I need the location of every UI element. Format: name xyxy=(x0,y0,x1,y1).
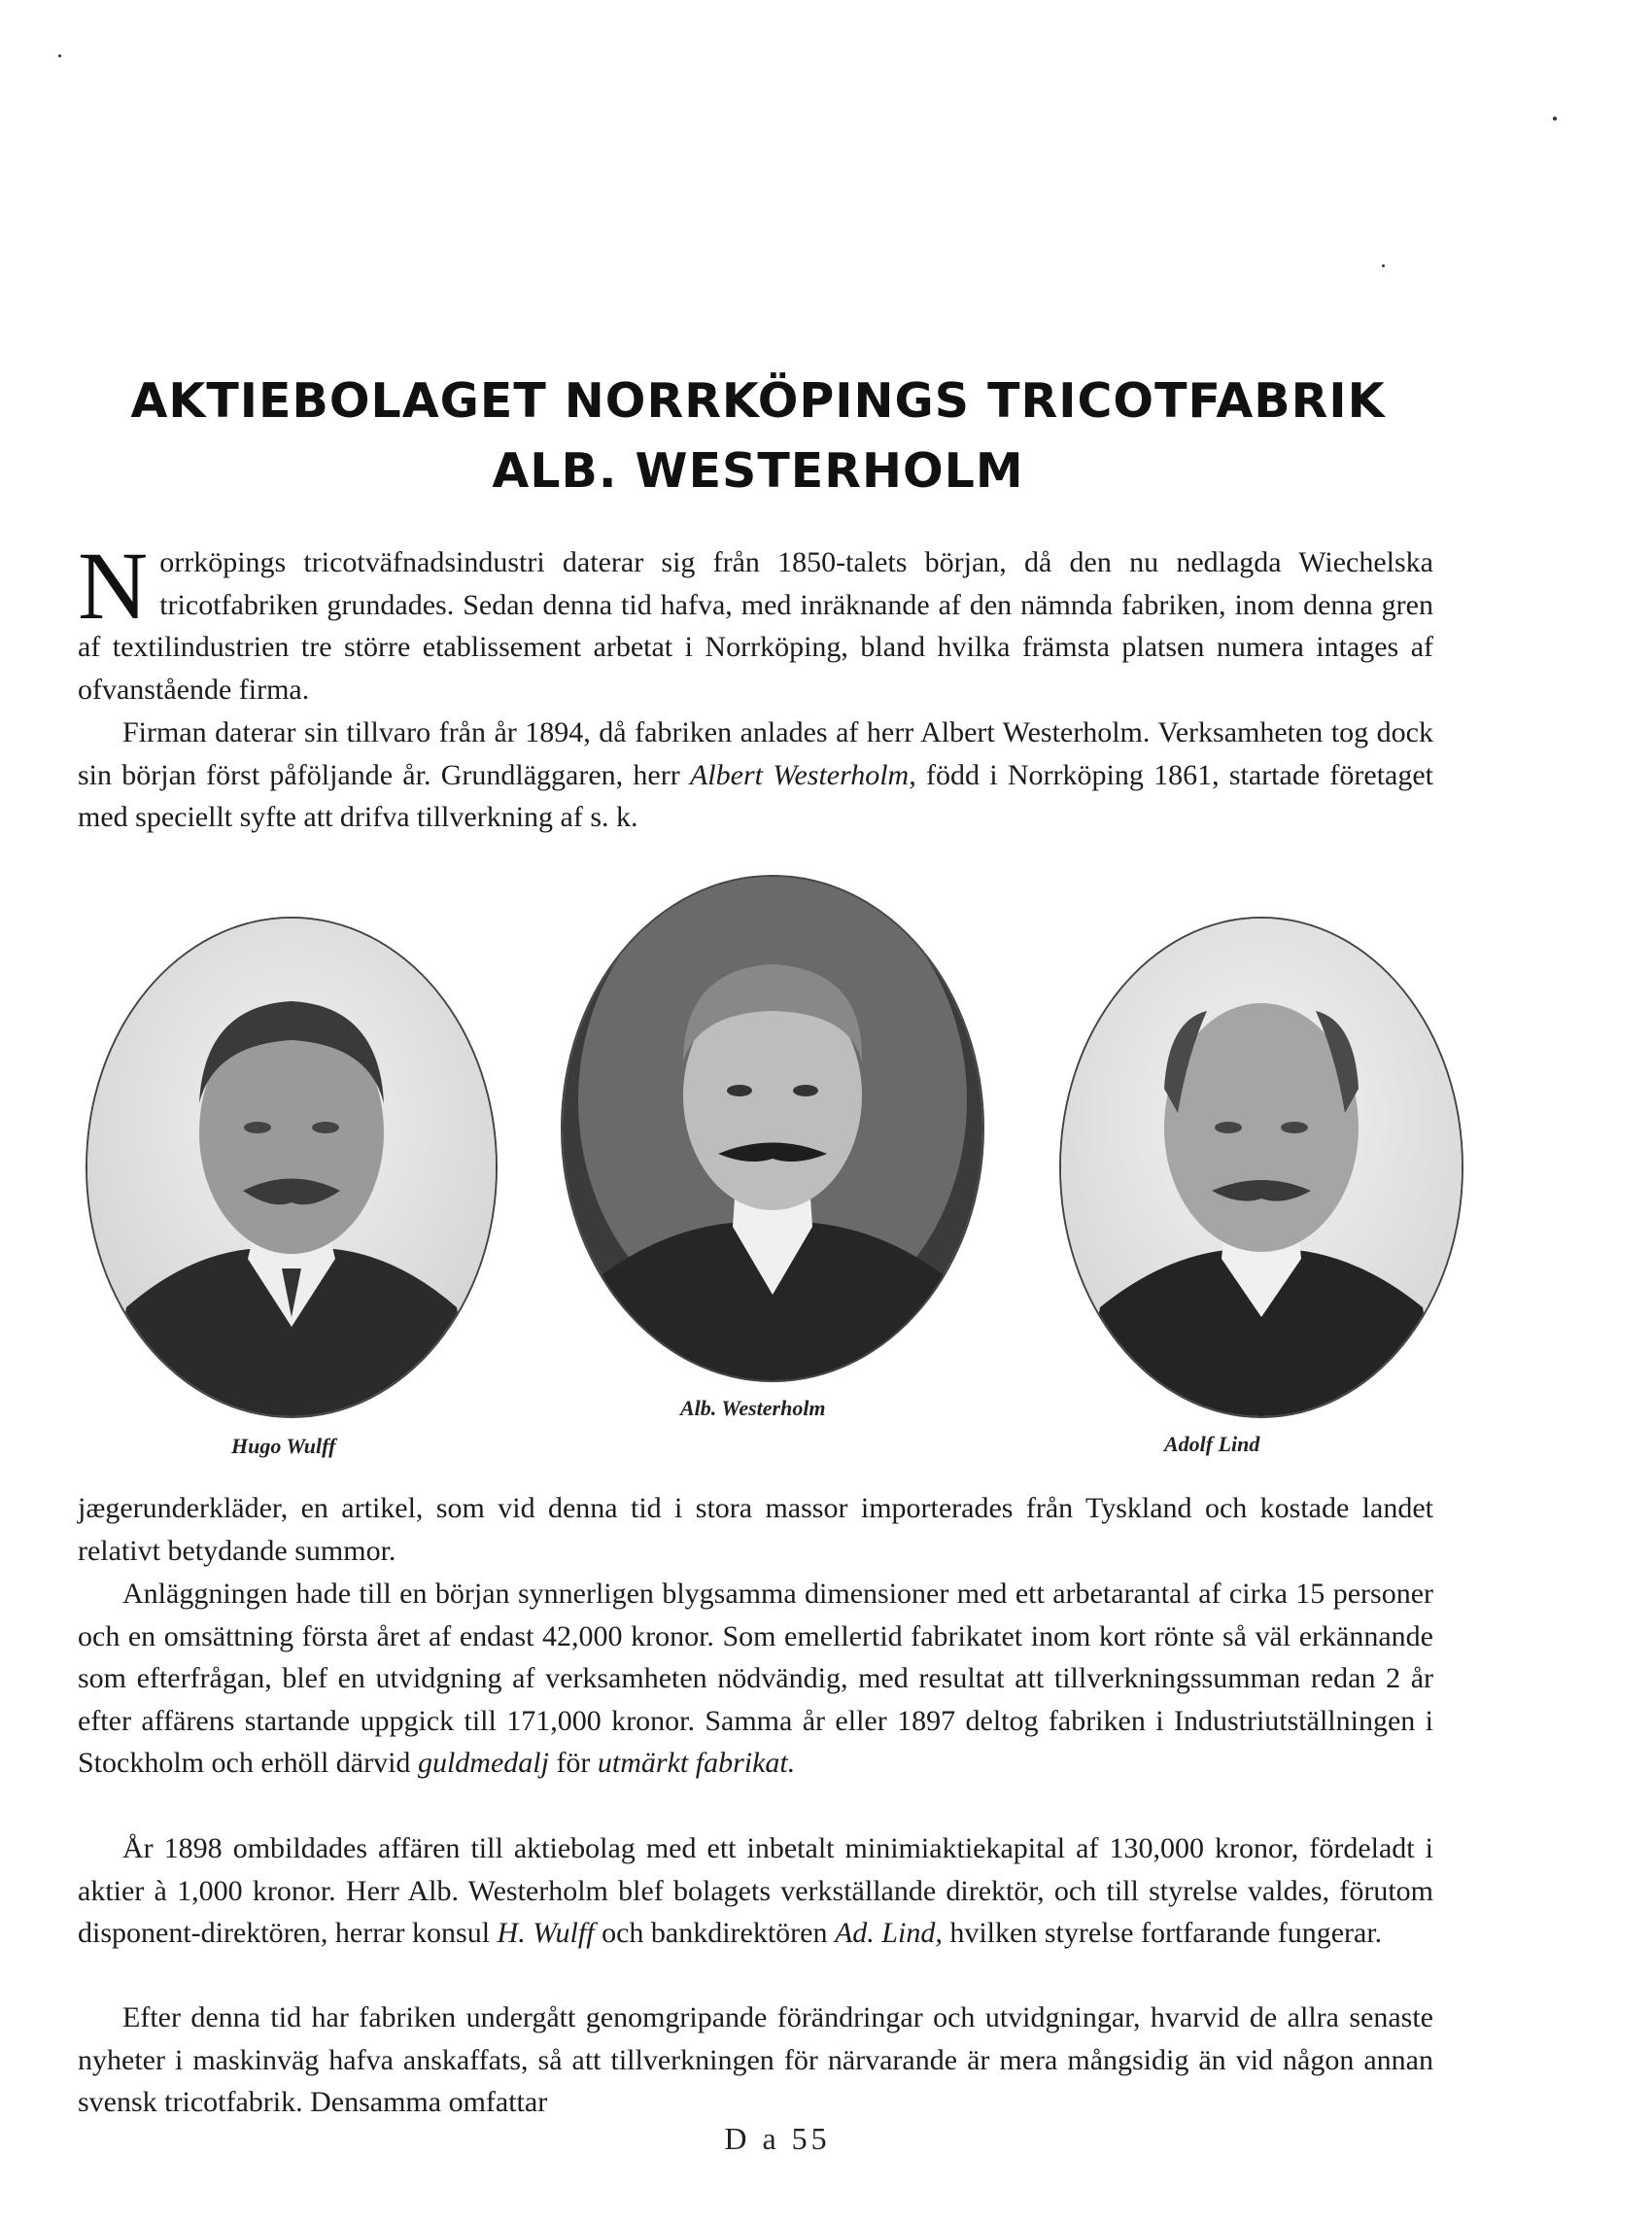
page-title: AKTIEBOLAGET NORRKÖPINGS TRICOTFABRIK xyxy=(130,373,1386,429)
caption-alb-westerholm: Alb. Westerholm xyxy=(680,1396,826,1420)
portrait-hugo-wulff xyxy=(86,917,498,1418)
founder-name: Albert Westerholm, xyxy=(689,758,916,791)
paragraph-6: Efter denna tid har fabriken undergått genomgripande förändringar och utvidgningar, hvarvid de allra senaste nyheter i maskinväg hafva anskaffats, så att tillverkningen för närvarande är mera mångsidig än vid någon annan svensk tricotfabrik. Densamma omfattar xyxy=(78,2001,1433,2119)
medal-term: guldmedalj xyxy=(417,1747,549,1780)
award-term: utmärkt fabrikat. xyxy=(597,1747,796,1780)
caption-adolf-lind: Adolf Lind xyxy=(1164,1432,1260,1456)
paragraph-2: Firman daterar sin tillvaro från år 1894, då fabriken anlades af herr Albert Westerholm. Verksamheten tog dock sin början först påföljande år. Grundläggaren, herr Albert Westerholm, född i Norrköping 1861, startade företaget med speciellt syfte att drifva tillverkning af s. k. xyxy=(78,716,1433,834)
print-speck xyxy=(1553,117,1557,121)
caption-hugo-wulff: Hugo Wulff xyxy=(231,1434,336,1458)
name-lind: Ad. Lind, xyxy=(834,1917,943,1950)
print-speck xyxy=(58,54,61,57)
portrait-alb-westerholm xyxy=(561,875,984,1382)
paragraph-5: År 1898 ombildades affären till aktiebolag med ett inbetalt minimiaktiekapital af 130,000 kronor, fördeladt i aktier à 1,000 kronor. Herr Alb. Westerholm blef bolagets verkställande direktör, och till styrelse valdes, förutom disponent-direktören, herrar konsul H. Wulff och bankdirektören Ad. Lind, hvilken styrelse fortfarande fungerar. xyxy=(78,1832,1433,1950)
drop-cap: N xyxy=(78,532,149,640)
intro-paragraph xyxy=(78,532,1433,711)
paragraph-4: Anläggningen hade till en början synnerligen blygsamma dimensioner med ett arbetarantal af cirka 15 personer och en omsättning första året af endast 42,000 kronor. Som emellertid fabrikatet inom kort rönte så väl erkännande som efterfrågan, blef en utvidgning af verksamheten nödvändig, med resultat att tillverkningssumman redan 2 år efter affärens startande uppgick till 171,000 kronor. Samma år eller 1897 deltog fabriken i Industriutställningen i Stockholm och erhöll därvid guldmedalj för utmärkt fabrikat. xyxy=(78,1578,1433,1780)
page-subtitle: ALB. WESTERHOLM xyxy=(492,443,1024,499)
paragraph-3: jægerunderkläder, en artikel, som vid denna tid i stora massor importerades från Tyskland och kostade landet relativt betydande summor. xyxy=(78,1492,1433,1567)
page-number: D a 55 xyxy=(724,2121,831,2156)
print-speck xyxy=(1382,264,1385,267)
intro-text: orrköpings tricotväfnadsindustri daterar sig från 1850-talets början, då den nu nedlagda Wiechelska tricotfabriken grundades. Sedan denna tid hafva, med inräknande af den nämnda fabriken, inom denna gren af textilindustrien tre större etablissement arbetat i Norrköping, bland hvilka främsta platsen numera intages af ofvanstående firma. xyxy=(78,546,1433,706)
name-wulff: H. Wulff xyxy=(497,1917,595,1950)
portrait-adolf-lind xyxy=(1059,917,1463,1418)
